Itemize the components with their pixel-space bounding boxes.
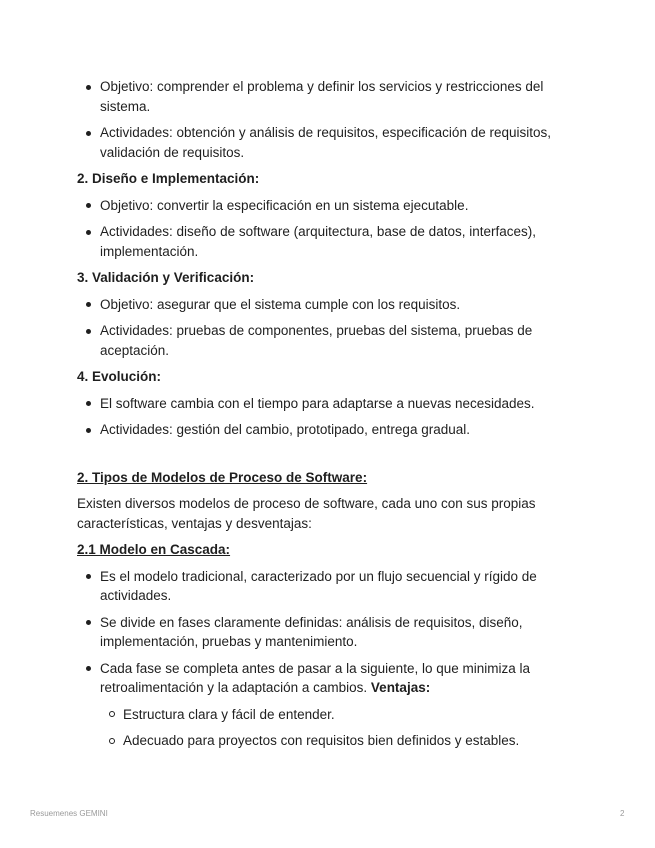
waterfall-list <box>77 567 577 751</box>
list-item: Actividades: gestión del cambio, prototipado, entrega gradual. <box>77 420 577 440</box>
list-item-text: Cada fase se completa antes de pasar a la siguiente, lo que minimiza la retroalimentación y la adaptación a cambios. <box>100 660 530 695</box>
section-2-intro: Existen diversos modelos de proceso de software, cada uno con sus propias características, ventajas y desventajas: <box>77 496 536 531</box>
list-item: Objetivo: comprender el problema y definir los servicios y restricciones del sistema. <box>77 77 577 116</box>
phase-4-heading: 4. Evolución: <box>77 369 162 384</box>
list-item: Actividades: obtención y análisis de requisitos, especificación de requisitos, validación de requisitos. <box>77 123 577 162</box>
advantages-list <box>100 705 577 751</box>
subsection-2-1-title: 2.1 Modelo en Cascada: <box>77 542 231 557</box>
list-item: Objetivo: asegurar que el sistema cumple con los requisitos. <box>77 295 577 315</box>
advantages-label: Ventajas: <box>370 680 431 695</box>
list-item: Se divide en fases claramente definidas: análisis de requisitos, diseño, implementación, pruebas y mantenimiento. <box>77 613 577 652</box>
phase-2-list <box>77 196 577 262</box>
list-item: Objetivo: convertir la especificación en un sistema ejecutable. <box>77 196 577 216</box>
phase-3-heading: 3. Validación y Verificación: <box>77 270 255 285</box>
list-item: Actividades: diseño de software (arquitectura, base de datos, interfaces), implementación. <box>77 222 577 261</box>
document-content <box>77 77 577 758</box>
page-number: 2 <box>620 809 625 818</box>
phase-1-list <box>77 77 577 162</box>
list-item <box>77 659 577 751</box>
list-item: Adecuado para proyectos con requisitos bien definidos y estables. <box>100 731 577 751</box>
list-item: Es el modelo tradicional, caracterizado por un flujo secuencial y rígido de actividades. <box>77 567 577 606</box>
list-item: Estructura clara y fácil de entender. <box>100 705 577 725</box>
phase-4-list <box>77 394 577 440</box>
phase-2-heading: 2. Diseño e Implementación: <box>77 171 260 186</box>
list-item: El software cambia con el tiempo para adaptarse a nuevas necesidades. <box>77 394 577 414</box>
section-2-title: 2. Tipos de Modelos de Proceso de Software: <box>77 469 368 485</box>
phase-3-list <box>77 295 577 361</box>
footer-label: Resuemenes GEMINI <box>30 809 108 818</box>
list-item: Actividades: pruebas de componentes, pruebas del sistema, pruebas de aceptación. <box>77 321 577 360</box>
